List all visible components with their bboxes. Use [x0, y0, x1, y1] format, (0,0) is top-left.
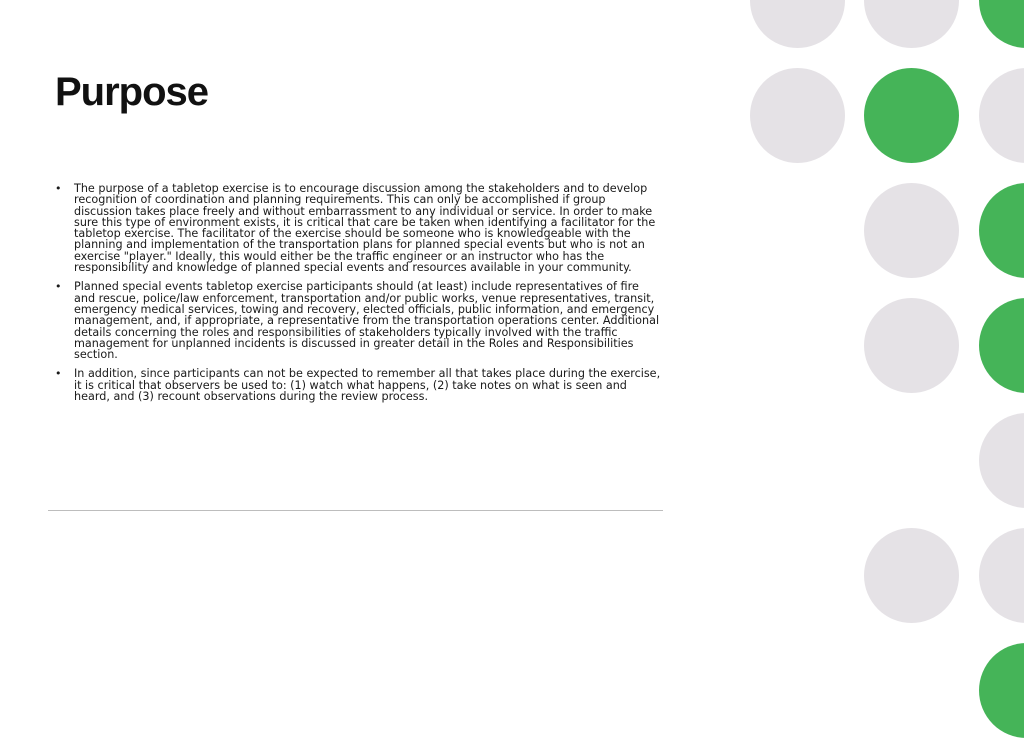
- decor-circle: [864, 0, 959, 48]
- decor-circle: [864, 298, 959, 393]
- bullet-dot-icon: •: [55, 367, 62, 381]
- bullet-item: [52, 183, 662, 273]
- bullet-text: The purpose of a tabletop exercise is to encourage discussion among the stakeholders and to develop recognition of coordination and planning requirements. This can only be accomplished if group discussion takes place freely and without embarrassment to any individual or service. In order to make sure this type of environment exists, it is critical that care be taken when identifying a facilitator for the tabletop exercise. The facilitator of the exercise should be someone who is knowledgeable with the planning and implementation of the transportation plans for planned special events but who is not an exercise "player." Ideally, this would either be the traffic engineer or an instructor who has the responsibility and knowledge of planned special events and resources available in your community.: [74, 182, 656, 275]
- bullet-item: [52, 281, 662, 360]
- decor-circle: [979, 183, 1024, 278]
- footer-divider: [48, 510, 663, 511]
- decor-circle: [750, 68, 845, 163]
- slide-title: Purpose: [55, 70, 209, 114]
- decor-circle: [864, 183, 959, 278]
- decor-circle: [979, 413, 1024, 508]
- decor-circle: [979, 0, 1024, 48]
- bullet-dot-icon: •: [55, 280, 62, 294]
- decor-circle: [979, 298, 1024, 393]
- decor-circle: [979, 643, 1024, 738]
- bullet-dot-icon: •: [55, 182, 62, 195]
- decor-circle: [864, 68, 959, 163]
- bullet-item: [52, 368, 662, 402]
- decor-circle: [750, 0, 845, 48]
- decor-circle: [979, 68, 1024, 163]
- bullet-text: In addition, since participants can not be expected to remember all that takes place during the exercise, it is critical that observers be used to: (1) watch what happens, (2) take notes on what is seen and heard, and (3) recount observations during the review process.: [74, 367, 661, 404]
- bullet-text: Planned special events tabletop exercise participants should (at least) include representatives of fire and rescue, police/law enforcement, transportation and/or public works, venue representatives, transit, emergency medical services, towing and recovery, elected officials, public information, and emergency management, and, if appropriate, a representative from the transportation operations center. Additional details concerning the roles and responsibilities of stakeholders typically involved with the traffic management for unplanned incidents is discussed in greater detail in the Roles and Responsibilities section.: [74, 280, 660, 362]
- bullet-list: [52, 183, 662, 410]
